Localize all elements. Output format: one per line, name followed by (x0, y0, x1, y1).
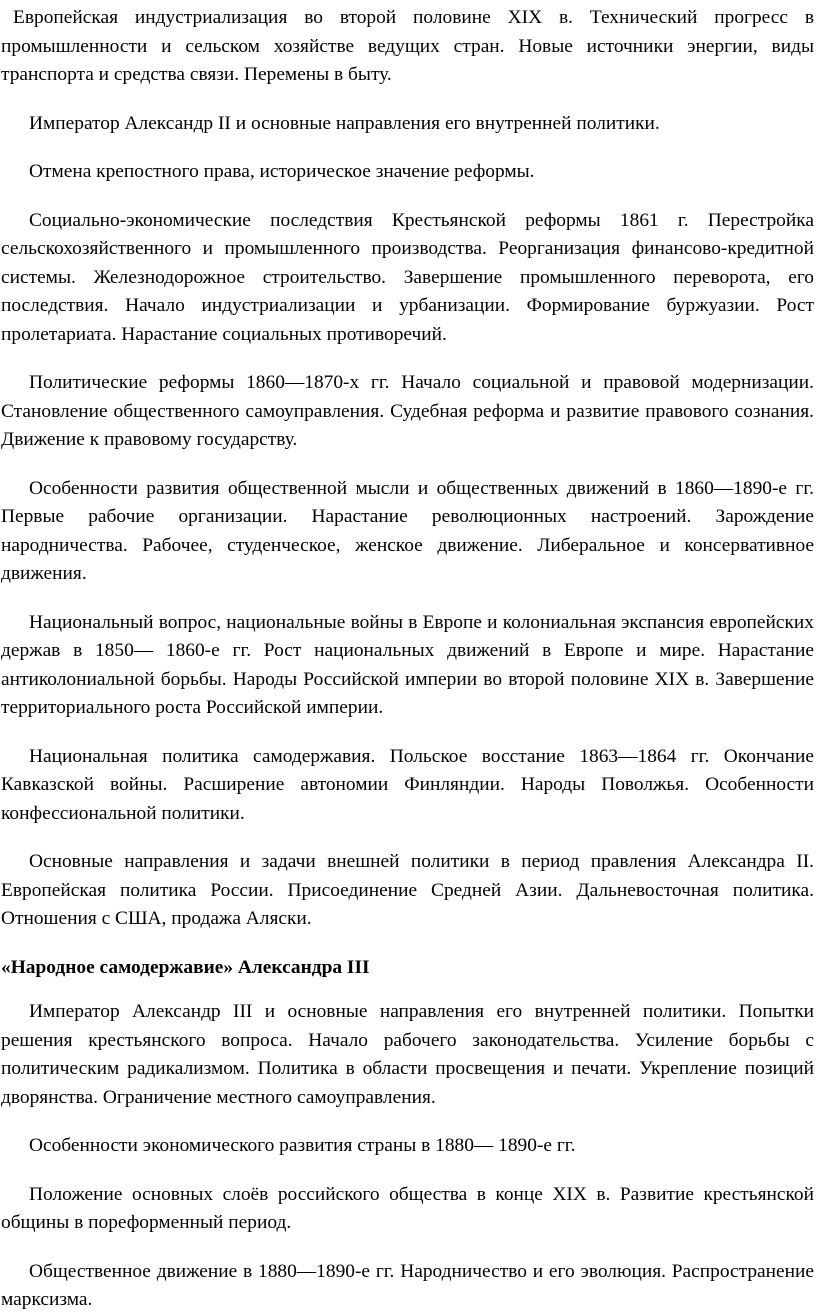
paragraph-foreign-policy: Основные направления и задачи внешней политики в период правления Александра II. Европейская политика России. Присоединение Средней Азии. Дальневосточная политика. Отношения с США, продажа Аляски. (1, 851, 814, 929)
paragraph-social-layers: Положение основных слоёв российского общества в конце XIX в. Развитие крестьянской общины в пореформенный период. (1, 1183, 814, 1233)
paragraph-alexander-iii: Император Александр III и основные направления его внутренней политики. Попытки решения крестьянского вопроса. Начало рабочего законодательства. Усиление борьбы с политическим радикализмом. Политика в области просвещения и печати. Укрепление позиций дворянства. Ограничение местного самоуправления. (1, 1001, 814, 1108)
paragraph-economic-development: Особенности экономического развития страны в 1880— 1890-е гг. (29, 1135, 576, 1156)
paragraph-alexander-ii: Император Александр II и основные направления его внутренней политики. (29, 112, 660, 134)
section-heading: «Народное самодержавие» Александра III (1, 956, 370, 978)
paragraph-reform-consequences: Социально-экономические последствия Крестьянской реформы 1861 г. Перестройка сельскохозяйственного и промышленного производства. Реорганизация финансово-кредитной системы. Железнодорожное строительство. Завершение промышленного переворота, его последствия. Начало индустриализации и урбанизации. Формирование буржуазии. Рост пролетариата. Нарастание социальных противоречий. (1, 209, 814, 345)
paragraph-industrialization: Европейская индустриализация во второй половине XIX в. Технический прогресс в промышленности и сельском хозяйстве ведущих стран. Новые источники энергии, виды транспорта и средства связи. Перемены в быту. (1, 7, 814, 85)
paragraph-public-movement: Общественное движение в 1880—1890-е гг. Народничество и его эволюция. Распространение марксизма. (1, 1260, 814, 1310)
paragraph-serfdom-abolition: Отмена крепостного права, историческое значение реформы. (29, 161, 535, 182)
paragraph-political-reforms: Политические реформы 1860—1870-х гг. Начало социальной и правовой модернизации. Становление общественного самоуправления. Судебная реформа и развитие правового сознания. Движение к правовому государству. (1, 372, 814, 450)
paragraph-national-policy: Национальная политика самодержавия. Польское восстание 1863—1864 гг. Окончание Кавказской войны. Расширение автономии Финляндии. Народы Поволжья. Особенности конфессиональной политики. (1, 745, 814, 824)
paragraph-social-movements: Особенности развития общественной мысли и общественных движений в 1860—1890-е гг. Первые рабочие организации. Нарастание революционных настроений. Зарождение народничества. Рабочее, студенческое, женское движение. Либеральное и консервативное движения. (1, 477, 814, 584)
paragraph-national-question: Национальный вопрос, национальные войны в Европе и колониальная экспансия европейских держав в 1850— 1860-е гг. Рост национальных движений в Европе и мире. Нарастание антиколониальной борьбы. Народы Российской империи во второй половине XIX в. Завершение территориального роста Российской империи. (1, 611, 814, 718)
